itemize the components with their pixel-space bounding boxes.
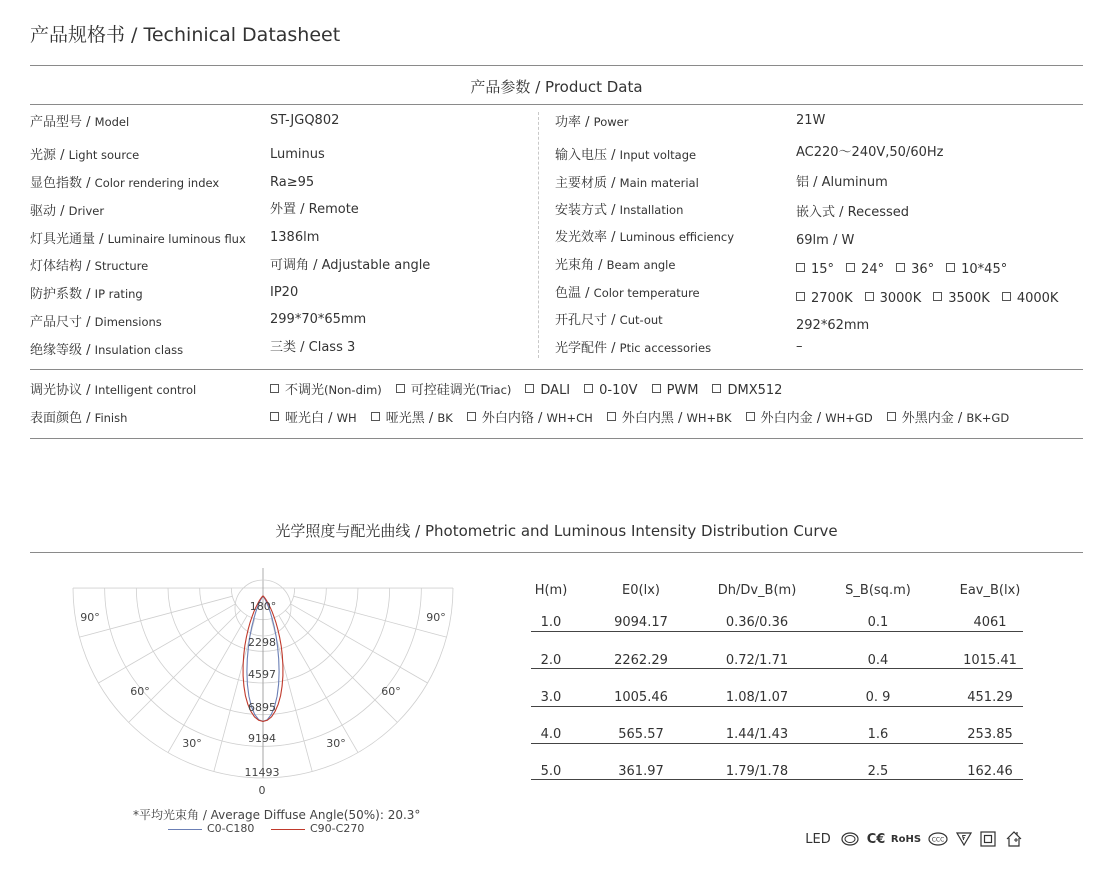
checkbox-icon — [796, 292, 805, 301]
checkbox-option — [270, 383, 382, 398]
checkbox-icon — [652, 384, 661, 393]
table-cell: 2.5 — [867, 764, 889, 779]
table-cell: 2.0 — [540, 653, 562, 668]
option-en: BK+GD — [966, 411, 1010, 425]
polar-spoke — [285, 610, 397, 722]
option-label — [285, 383, 382, 398]
column-divider — [538, 112, 539, 358]
polar-spoke — [129, 610, 241, 722]
spec-value: 外置 / Remote — [270, 202, 359, 217]
divider — [30, 104, 1083, 105]
label-cn: 产品尺寸 — [30, 315, 83, 330]
divider — [30, 438, 1083, 439]
control-options — [270, 382, 796, 399]
label-en: Structure — [94, 259, 149, 273]
label-cn: 绝缘等级 — [30, 343, 83, 358]
ce-mark: C€ — [866, 831, 886, 847]
label-cn: 色温 — [555, 286, 582, 301]
label-en: Luminaire luminous flux — [107, 232, 246, 246]
table-cell: 0.1 — [867, 615, 889, 630]
table-cell: 3.0 — [540, 690, 562, 705]
spec-value — [796, 291, 1070, 307]
checkbox-icon — [607, 412, 616, 421]
angle-label: 180° — [249, 600, 277, 613]
spec-label: 驱动 / Driver — [30, 204, 105, 219]
label-cn: 功率 — [555, 115, 582, 130]
spec-label: 光源 / Light source — [30, 148, 140, 163]
triangle-f-mark-icon — [954, 828, 974, 850]
option-label: 36° — [911, 262, 935, 277]
option-label: 3500K — [948, 291, 990, 306]
spec-label: 输入电压 / Input voltage — [555, 148, 697, 163]
table-cell: 4.0 — [540, 727, 562, 742]
polar-spoke — [79, 596, 232, 637]
label-en: IP rating — [94, 287, 143, 301]
table-cell: 9094.17 — [614, 615, 668, 630]
spec-label: 防护系数 / IP rating — [30, 287, 143, 302]
table-cell: 162.46 — [967, 764, 1013, 779]
label-cn: 光源 — [30, 148, 57, 163]
label-cn: 防护系数 — [30, 287, 83, 302]
checkbox-option — [712, 383, 782, 398]
table-cell: 253.85 — [967, 727, 1013, 742]
option-label: 外白内金 / WH+GD — [760, 411, 873, 426]
angle-label: 30° — [182, 737, 202, 750]
label-cn: 显色指数 — [30, 176, 83, 191]
table-header: Dh/Dv_B(m) — [717, 583, 797, 598]
double-insulation-icon — [978, 828, 998, 850]
table-cell: 1.6 — [867, 727, 889, 742]
label-cn: 灯体结构 — [30, 259, 83, 274]
radial-label: 11493 — [244, 766, 280, 779]
label-cn: 安装方式 — [555, 203, 608, 218]
checkbox-option — [846, 262, 884, 277]
option-label: PWM — [666, 383, 699, 398]
legend-swatch-c0 — [168, 829, 202, 830]
radial-label: 4597 — [248, 668, 276, 681]
option-en: BK — [437, 411, 453, 425]
label-cn: 驱动 — [30, 204, 57, 219]
spec-label: 开孔尺寸 / Cut-out — [555, 313, 663, 328]
checkbox-option — [946, 262, 1007, 277]
spec-label: 光束角 / Beam angle — [555, 258, 676, 273]
checkbox-icon — [371, 412, 380, 421]
checkbox-option — [796, 291, 853, 306]
checkbox-option — [796, 262, 834, 277]
spec-value: 嵌入式 / Recessed — [796, 205, 910, 220]
option-label: DALI — [540, 383, 571, 398]
label-en: Input voltage — [619, 148, 697, 162]
divider — [30, 552, 1083, 553]
checkbox-icon — [525, 384, 534, 393]
label-cn: 开孔尺寸 — [555, 313, 608, 328]
polar-intensity-chart — [0, 560, 530, 820]
table-row-line — [531, 668, 1023, 669]
label-en: Luminous efficiency — [619, 230, 735, 244]
checkbox-option — [896, 262, 934, 277]
spec-value: – — [796, 339, 803, 354]
checkbox-icon — [584, 384, 593, 393]
label-cn: 输入电压 — [555, 148, 608, 163]
checkbox-option — [371, 411, 453, 426]
option-label: 哑光黑 / BK — [385, 411, 453, 426]
label-en: Main material — [619, 176, 699, 190]
angle-label: 60° — [130, 685, 150, 698]
spec-value: ST-JGQ802 — [270, 113, 340, 128]
ccc-oval-icon — [927, 828, 949, 850]
table-cell: 4061 — [973, 615, 1007, 630]
label-en: Model — [94, 115, 130, 129]
label-cn: 灯具光通量 — [30, 232, 96, 247]
label-en: Ptic accessories — [619, 341, 712, 355]
spec-value: AC220～240V,50/60Hz — [796, 145, 944, 160]
option-en: WH+CH — [546, 411, 593, 425]
spec-value: Ra≥95 — [270, 175, 315, 190]
option-label: 外白内黑 / WH+BK — [621, 411, 732, 426]
finish-options — [270, 410, 1023, 427]
table-cell: 0.36/0.36 — [725, 615, 789, 630]
label-en: Power — [593, 115, 629, 129]
checkbox-option — [525, 383, 570, 398]
spec-label: 光学配件 / Ptic accessories — [555, 341, 712, 356]
option-label: 哑光白 / WH — [285, 411, 357, 426]
option-en: WH — [336, 411, 357, 425]
spec-label: 产品型号 / Model — [30, 115, 130, 130]
spec-value: 1386lm — [270, 230, 320, 245]
table-cell: 2262.29 — [614, 653, 668, 668]
spec-value: 69lm / W — [796, 233, 855, 248]
spec-label: 绝缘等级 / Insulation class — [30, 343, 184, 358]
spec-label-control: 调光协议 / Intelligent control — [30, 383, 197, 398]
option-label: 4000K — [1016, 291, 1059, 306]
checkbox-option — [746, 411, 873, 426]
spec-label: 显色指数 / Color rendering index — [30, 176, 220, 191]
checkbox-icon — [270, 412, 279, 421]
checkbox-icon — [896, 263, 905, 272]
angle-label: 60° — [381, 685, 401, 698]
option-label: 10*45° — [961, 262, 1008, 277]
checkbox-option — [652, 383, 699, 398]
option-label: 0-10V — [599, 383, 638, 398]
label-cn: 主要材质 — [555, 176, 608, 191]
label-en: Light source — [68, 148, 140, 162]
spec-label: 色温 / Color temperature — [555, 286, 700, 301]
spec-value: Luminus — [270, 147, 325, 162]
checkbox-option — [887, 411, 1010, 426]
house-mark-icon — [1003, 828, 1025, 850]
checkbox-option — [607, 411, 732, 426]
spec-value: 21W — [796, 113, 826, 128]
angle-label: 30° — [326, 737, 346, 750]
label-en: Color temperature — [593, 286, 700, 300]
checkbox-icon — [1002, 292, 1011, 301]
checkbox-icon — [887, 412, 896, 421]
option-label: 15° — [811, 262, 835, 277]
table-header: E0(lx) — [622, 583, 660, 598]
table-row-line — [531, 631, 1023, 632]
radial-label: 6895 — [248, 701, 276, 714]
legend-label-c0: C0-C180 — [207, 822, 255, 835]
label-en: Dimensions — [94, 315, 162, 329]
table-cell: 1.08/1.07 — [725, 690, 789, 705]
spec-label: 功率 / Power — [555, 115, 629, 130]
spec-label: 灯体结构 / Structure — [30, 259, 149, 274]
divider — [30, 369, 1083, 370]
checkbox-icon — [270, 384, 279, 393]
radial-label: 9194 — [248, 732, 276, 745]
label-en: Beam angle — [606, 258, 676, 272]
spec-label: 主要材质 / Main material — [555, 176, 699, 191]
spec-value: 铝 / Aluminum — [796, 175, 888, 190]
checkbox-option — [933, 291, 990, 306]
table-header: H(m) — [534, 583, 568, 598]
spec-value: IP20 — [270, 285, 299, 300]
spec-label-finish: 表面颜色 / Finish — [30, 411, 128, 426]
option-cn: 可控硅调光 — [410, 383, 476, 398]
spec-value: 可调角 / Adjustable angle — [270, 258, 431, 273]
table-cell: 5.0 — [540, 764, 562, 779]
ccc-circle-icon — [840, 828, 860, 850]
checkbox-icon — [467, 412, 476, 421]
checkbox-option — [584, 383, 637, 398]
spec-value: 三类 / Class 3 — [270, 340, 356, 355]
product-data-heading: 产品参数 / Product Data — [470, 78, 643, 96]
table-row-line — [531, 706, 1023, 707]
option-en: WH+BK — [686, 411, 732, 425]
spec-value — [796, 262, 1019, 278]
option-en: WH+GD — [825, 411, 873, 425]
label-cn: 光束角 — [555, 258, 595, 273]
option-label: 2700K — [811, 291, 853, 306]
divider — [30, 65, 1083, 66]
checkbox-option — [467, 411, 593, 426]
table-header: S_B(sq.m) — [845, 583, 911, 598]
radial-label: 2298 — [248, 636, 276, 649]
option-label: 外黑内金 / BK+GD — [901, 411, 1010, 426]
table-cell: 1.44/1.43 — [725, 727, 789, 742]
photometric-heading: 光学照度与配光曲线 / Photometric and Luminous Intensity Distribution Curve — [275, 522, 838, 540]
label-en: Driver — [68, 204, 105, 218]
option-cn: 外白内黑 — [621, 411, 674, 426]
table-cell: 0. 9 — [865, 690, 891, 705]
spec-label: 发光效率 / Luminous efficiency — [555, 230, 735, 245]
table-cell: 0.4 — [867, 653, 889, 668]
checkbox-option — [270, 411, 357, 426]
table-cell: 565.57 — [618, 727, 664, 742]
checkbox-icon — [846, 263, 855, 272]
legend-swatch-c90 — [271, 829, 305, 830]
angle-label: 90° — [426, 611, 446, 624]
label-cn: 光学配件 — [555, 341, 608, 356]
option-cn: 外黑内金 — [901, 411, 954, 426]
spec-label: 产品尺寸 / Dimensions — [30, 315, 162, 330]
checkbox-icon — [796, 263, 805, 272]
spec-label: 灯具光通量 / Luminaire luminous flux — [30, 232, 246, 247]
table-header: Eav_B(lx) — [959, 583, 1021, 598]
legend-label-c90: C90-C270 — [310, 822, 365, 835]
option-cn: 不调光 — [285, 383, 325, 398]
checkbox-icon — [946, 263, 955, 272]
checkbox-option — [865, 291, 922, 306]
led-mark: LED — [805, 831, 831, 847]
option-en: (Triac) — [475, 383, 512, 397]
checkbox-icon — [865, 292, 874, 301]
table-cell: 0.72/1.71 — [725, 653, 789, 668]
table-cell: 1.0 — [540, 615, 562, 630]
label-en: Cut-out — [619, 313, 663, 327]
table-cell: 451.29 — [967, 690, 1013, 705]
angle-label: 90° — [80, 611, 100, 624]
spec-value: 292*62mm — [796, 318, 870, 333]
option-label: 外白内铬 / WH+CH — [481, 411, 593, 426]
table-row-line — [531, 743, 1023, 744]
table-cell: 1.79/1.78 — [725, 764, 789, 779]
checkbox-option — [1002, 291, 1059, 306]
checkbox-icon — [933, 292, 942, 301]
option-label: 24° — [861, 262, 885, 277]
spec-value: 299*70*65mm — [270, 312, 367, 327]
polar-spoke — [294, 596, 447, 637]
option-label: 3000K — [879, 291, 922, 306]
label-cn: 产品型号 — [30, 115, 83, 130]
checkbox-icon — [746, 412, 755, 421]
page-title: 产品规格书 / Techinical Datasheet — [30, 24, 341, 46]
option-cn: 哑光黑 — [385, 411, 425, 426]
option-label: DMX512 — [727, 383, 783, 398]
checkbox-option — [396, 383, 512, 398]
beam-angle-note: *平均光束角 / Average Diffuse Angle(50%): 20.3° — [133, 808, 421, 822]
checkbox-icon — [396, 384, 405, 393]
option-en: (Non-dim) — [324, 383, 382, 397]
label-en: Installation — [619, 203, 684, 217]
table-cell: 361.97 — [618, 764, 664, 779]
option-cn: 外白内金 — [760, 411, 813, 426]
angle-label: 0 — [258, 784, 266, 797]
label-cn: 发光效率 — [555, 230, 608, 245]
svg-text:CCC: CCC — [931, 836, 945, 844]
table-cell: 1015.41 — [963, 653, 1017, 668]
option-label — [411, 383, 512, 398]
rohs-mark: RoHS — [890, 833, 922, 845]
label-en: Insulation class — [94, 343, 184, 357]
option-cn: 外白内铬 — [481, 411, 534, 426]
table-cell: 1005.46 — [614, 690, 668, 705]
spec-label: 安装方式 / Installation — [555, 203, 684, 218]
table-row-line — [531, 779, 1023, 780]
option-cn: 哑光白 — [285, 411, 325, 426]
label-en: Color rendering index — [94, 176, 220, 190]
checkbox-icon — [712, 384, 721, 393]
